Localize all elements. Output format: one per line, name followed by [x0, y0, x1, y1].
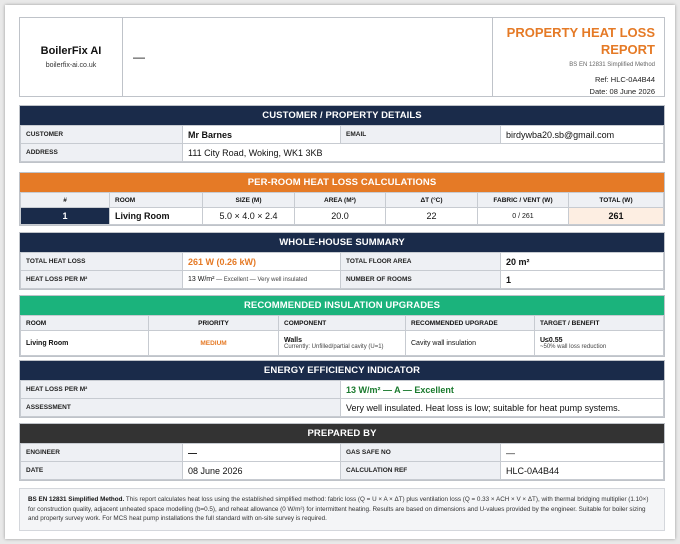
gas-safe-label: GAS SAFE NO — [341, 444, 501, 462]
report-date: Date: 08 June 2026 — [589, 87, 655, 96]
rooms-section — [19, 172, 665, 226]
upgrades-section — [19, 295, 665, 357]
per-m2-value: 13 W/m² — [188, 276, 215, 283]
upgrade-priority-cell — [149, 331, 279, 356]
assessment-value: Very well insulated. Heat loss is low; suitable for heat pump systems. — [341, 399, 664, 417]
report-ref: Ref: HLC-0A4B44 — [594, 75, 655, 84]
report-page — [5, 5, 675, 539]
report-title-line2: REPORT — [600, 42, 655, 57]
calc-ref-value: HLC-0A4B44 — [501, 462, 664, 480]
per-m2-cell — [183, 271, 341, 289]
rooms-col-fabric: FABRIC / VENT (W) — [478, 193, 569, 208]
upgrades-col-component: COMPONENT — [279, 316, 406, 331]
table-row — [21, 331, 664, 356]
room-fabric-vent: 0 / 261 — [478, 208, 569, 225]
summary-section — [19, 232, 665, 290]
rooms-col-num: # — [21, 193, 110, 208]
floor-area-value: 20 m² — [501, 253, 664, 271]
total-loss-label: TOTAL HEAT LOSS — [21, 253, 183, 271]
room-delta-t: 22 — [386, 208, 478, 225]
floor-area-label: TOTAL FLOOR AREA — [341, 253, 501, 271]
rooms-table — [20, 192, 664, 225]
customer-label: CUSTOMER — [21, 126, 183, 144]
engineer-value: — — [183, 444, 341, 462]
upgrade-target: U≤0.55 — [540, 336, 563, 344]
total-loss-value: 261 W (0.26 kW) — [183, 253, 341, 271]
room-number: 1 — [21, 208, 110, 225]
customer-value: Mr Barnes — [183, 126, 341, 144]
company-website: boilerfix-ai.co.uk — [45, 62, 97, 69]
upgrade-benefit: ~50% wall loss reduction — [540, 343, 607, 350]
gas-safe-value: — — [501, 444, 664, 462]
customer-heading: CUSTOMER / PROPERTY DETAILS — [20, 106, 664, 125]
prepared-date-value: 08 June 2026 — [183, 462, 341, 480]
customer-table — [20, 125, 664, 162]
efficiency-rating: 13 W/m² — A — Excellent — [341, 381, 664, 399]
rooms-col-size: SIZE (M) — [203, 193, 295, 208]
email-value: birdywba20.sb@gmail.com — [501, 126, 664, 144]
report-header — [19, 17, 665, 97]
report-method: BS EN 12831 Simplified Method — [569, 62, 655, 68]
per-m2-note: — Excellent — Very well insulated — [214, 277, 308, 283]
prepared-date-label: DATE — [21, 462, 183, 480]
header-middle — [123, 18, 493, 96]
prepared-section — [19, 423, 665, 481]
prepared-heading: PREPARED BY — [20, 424, 664, 443]
rooms-col-room: ROOM — [110, 193, 203, 208]
report-body — [19, 17, 665, 522]
table-row — [21, 208, 664, 225]
room-name: Living Room — [110, 208, 203, 225]
engineer-label: ENGINEER — [21, 444, 183, 462]
upgrades-col-upgrade: RECOMMENDED UPGRADE — [406, 316, 535, 331]
upgrade-room: Living Room — [21, 331, 149, 356]
rooms-heading: PER-ROOM HEAT LOSS CALCULATIONS — [20, 173, 664, 192]
room-count-value: 1 — [501, 271, 664, 289]
upgrade-target-cell — [535, 331, 664, 356]
summary-heading: WHOLE-HOUSE SUMMARY — [20, 233, 664, 252]
room-count-label: NUMBER OF ROOMS — [341, 271, 501, 289]
company-name: BoilerFix AI — [40, 45, 102, 57]
upgrades-heading: RECOMMENDED INSULATION UPGRADES — [20, 296, 664, 315]
upgrade-priority: MEDIUM — [200, 339, 227, 347]
report-title-line1: PROPERTY HEAT LOSS — [506, 25, 655, 40]
report-title-block — [493, 18, 664, 96]
upgrade-recommendation: Cavity wall insulation — [406, 331, 535, 356]
upgrades-col-room: ROOM — [21, 316, 149, 331]
upgrade-component: Walls — [284, 336, 303, 344]
room-total: 261 — [569, 208, 664, 225]
summary-table — [20, 252, 664, 289]
calc-ref-label: CALCULATION REF — [341, 462, 501, 480]
address-label: ADDRESS — [21, 144, 183, 162]
rooms-col-area: AREA (M²) — [295, 193, 386, 208]
customer-section — [19, 105, 665, 163]
assessment-label: ASSESSMENT — [21, 399, 341, 417]
upgrade-component-cell — [279, 331, 406, 356]
upgrades-table — [20, 315, 664, 356]
efficiency-section — [19, 360, 665, 418]
per-m2-label: HEAT LOSS PER M² — [21, 271, 183, 289]
notes-title: BS EN 12831 Simplified Method. — [28, 496, 125, 503]
efficiency-heading: ENERGY EFFICIENCY INDICATOR — [20, 361, 664, 380]
room-area: 20.0 — [295, 208, 386, 225]
upgrades-col-target: TARGET / BENEFIT — [535, 316, 664, 331]
room-size: 5.0 × 4.0 × 2.4 — [203, 208, 295, 225]
rooms-col-dt: ΔT (°C) — [386, 193, 478, 208]
company-block — [20, 18, 123, 96]
method-notes — [19, 488, 665, 531]
address-value: 111 City Road, Woking, WK1 3KB — [183, 144, 664, 162]
efficiency-table — [20, 380, 664, 417]
upgrades-col-priority: PRIORITY — [149, 316, 279, 331]
header-middle-placeholder: — — [133, 50, 145, 64]
upgrade-current: Currently: Unfilled/partial cavity (U=1) — [284, 343, 384, 350]
email-label: EMAIL — [341, 126, 501, 144]
notes-text: This report calculates heat loss using the established simplified method: fabric loss (Q = U × A × ΔT) plus ventilation loss (Q = 0.33 × ACH × V × ΔT), with thermal bridging multiplier (1.10×) for construction quality, adjacent unheated space modelling (b=0.5), and reheat allowance (0 W/m²) for intermittent heating. Results are based on dimensions and U-values provided by the engineer. Suitable for boiler sizing and property survey work. For MCS heat pump installations the full standard with on-site survey is required. — [28, 496, 649, 522]
rooms-col-total: TOTAL (W) — [569, 193, 664, 208]
efficiency-per-m2-label: HEAT LOSS PER M² — [21, 381, 341, 399]
prepared-table — [20, 443, 664, 480]
